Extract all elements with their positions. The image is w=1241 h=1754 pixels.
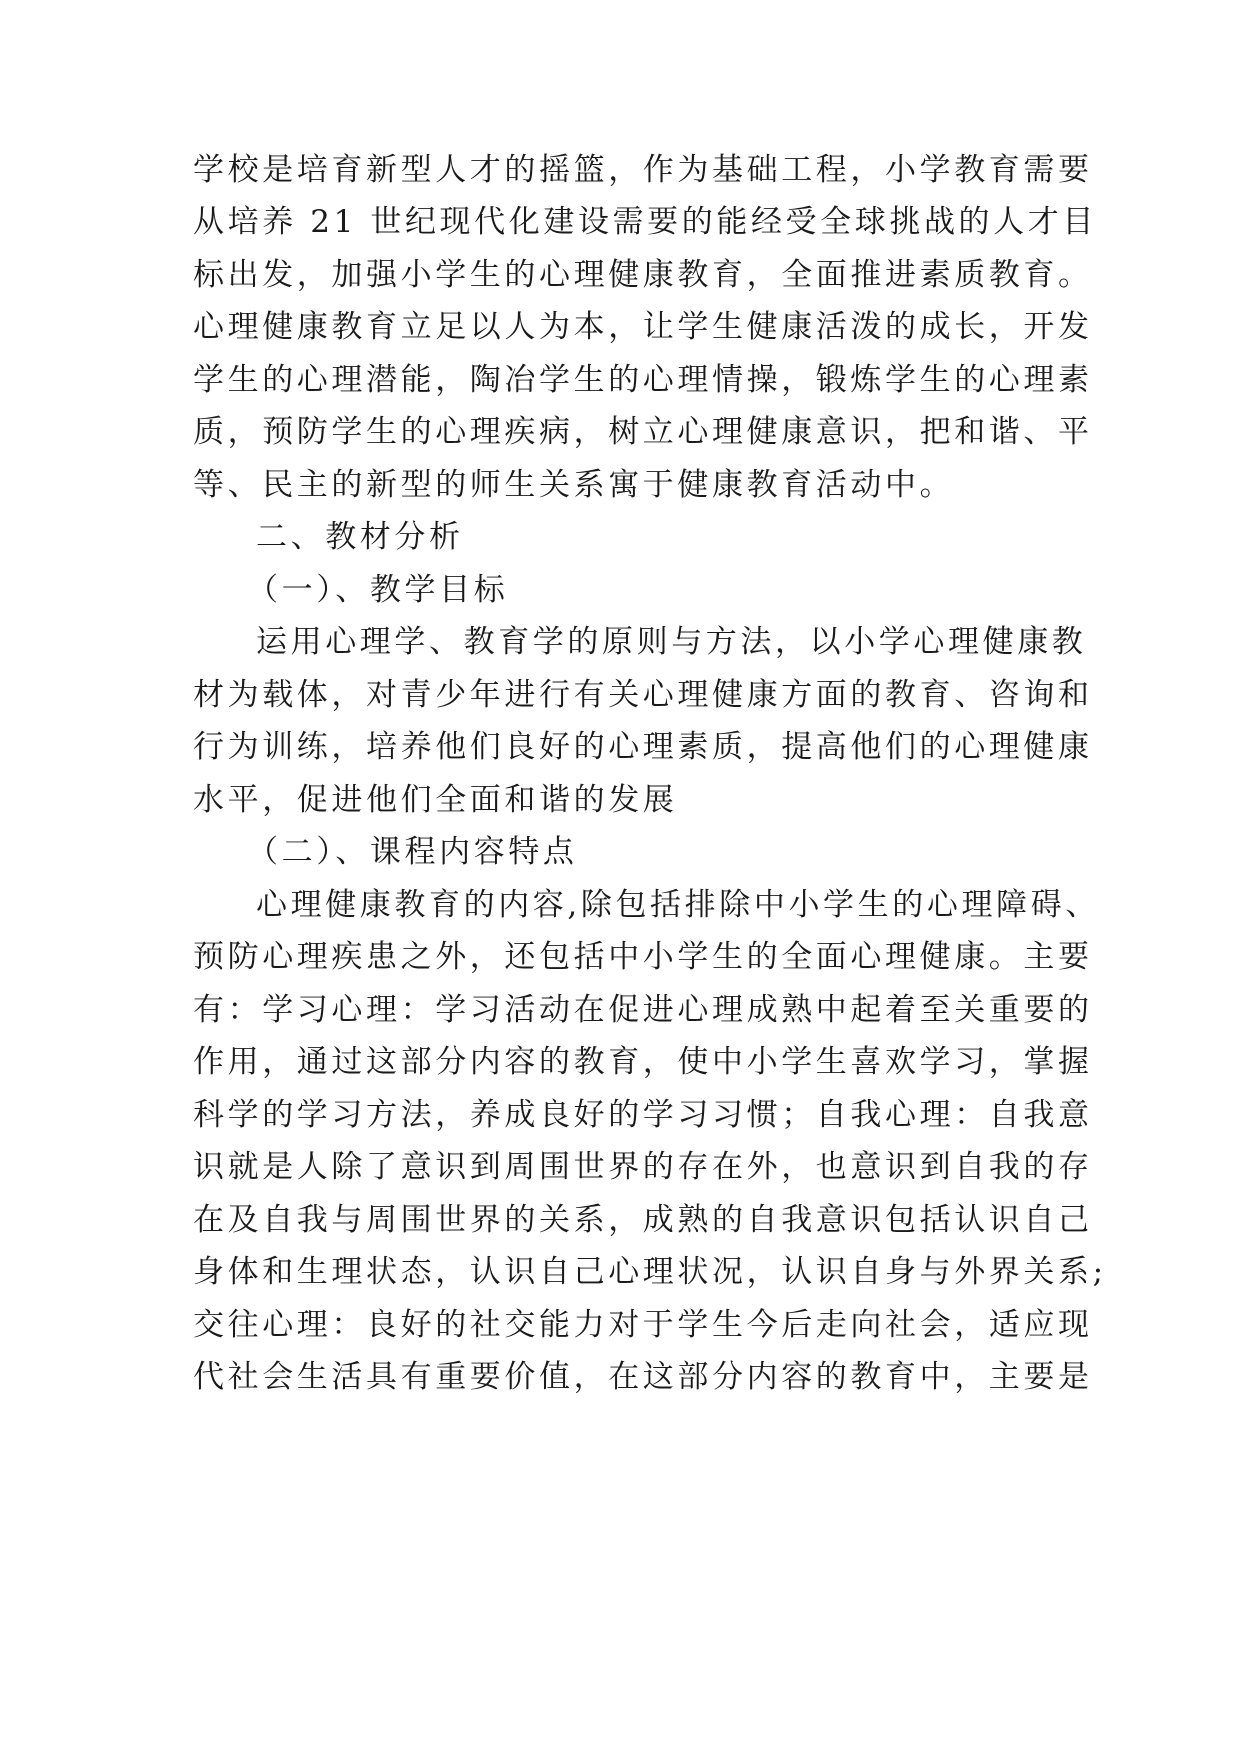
paragraph-line: 材为载体，对青少年进行有关心理健康方面的教育、咨询和 [193, 677, 1093, 713]
subsection-heading: （二）、课程内容特点 [247, 834, 578, 870]
paragraph-line: 学校是培育新型人才的摇篮，作为基础工程，小学教育需要 [193, 152, 1093, 188]
paragraph-line: 水平，促进他们全面和谐的发展 [193, 782, 678, 818]
paragraph-line: 作用，通过这部分内容的教育，使中小学生喜欢学习，掌握 [193, 1044, 1093, 1080]
paragraph-line: 科学的学习方法，养成良好的学习习惯；自我心理：自我意 [193, 1097, 1093, 1133]
paragraph-line: 标出发，加强小学生的心理健康教育，全面推进素质教育。 [193, 257, 1093, 293]
paragraph-line: 在及自我与周围世界的关系，成熟的自我意识包括认识自己 [193, 1202, 1093, 1238]
paragraph-line: 代社会生活具有重要价值，在这部分内容的教育中，主要是 [193, 1359, 1093, 1395]
subsection-heading: （一）、教学目标 [247, 572, 509, 608]
paragraph-line: 运用心理学、教育学的原则与方法，以小学心理健康教 [256, 624, 1087, 660]
paragraph-line: 质，预防学生的心理疾病，树立心理健康意识，把和谐、平 [193, 414, 1093, 450]
paragraph-line: 有：学习心理：学习活动在促进心理成熟中起着至关重要的 [193, 992, 1093, 1028]
paragraph-line: 等、民主的新型的师生关系寓于健康教育活动中。 [193, 467, 955, 503]
section-heading: 二、教材分析 [256, 519, 464, 555]
paragraph-line: 身体和生理状态，认识自己心理状况，认识自身与外界关系; [193, 1254, 1107, 1290]
paragraph-line: 预防心理疾患之外，还包括中小学生的全面心理健康。主要 [193, 939, 1093, 975]
paragraph-line: 心理健康教育立足以人为本，让学生健康活泼的成长，开发 [193, 309, 1093, 345]
paragraph-line: 交往心理：良好的社交能力对于学生今后走向社会，适应现 [193, 1307, 1093, 1343]
paragraph-line: 心理健康教育的内容,除包括排除中小学生的心理障碍、 [256, 887, 1100, 923]
paragraph-line: 行为训练，培养他们良好的心理素质，提高他们的心理健康 [193, 729, 1093, 765]
paragraph-line: 识就是人除了意识到周围世界的存在外，也意识到自我的存 [193, 1149, 1093, 1185]
paragraph-line: 学生的心理潜能，陶冶学生的心理情操，锻炼学生的心理素 [193, 362, 1093, 398]
paragraph-line: 从培养 21 世纪现代化建设需要的能经受全球挑战的人才目 [193, 204, 1097, 240]
